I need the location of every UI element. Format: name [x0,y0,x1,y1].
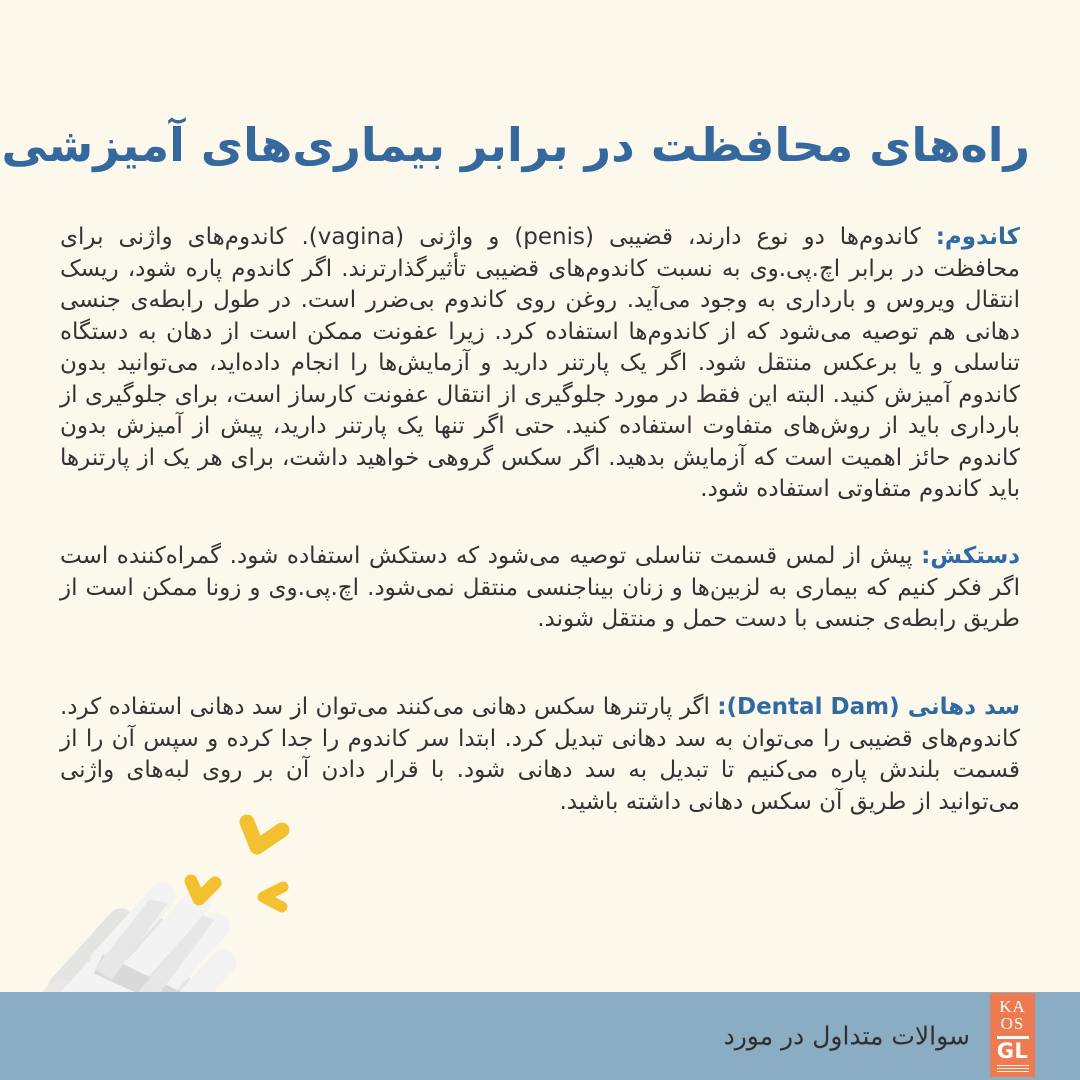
logo-text-ka: KA [999,997,1026,1016]
logo-text-os: OS [1000,1014,1025,1034]
paragraph-condom [60,222,1020,506]
paragraph-dental-dam [60,692,1020,818]
paragraph-glove-lead: دستکش: [921,543,1021,569]
footer-caption: سوالات متداول در مورد [723,1021,970,1051]
paragraph-condom-body: کاندوم‌ها دو نوع دارند، قضیبی (penis) و واژنی (vagina). کاندوم‌های واژنی برای محافظت در برابر اچ.پی.وی به نسبت کاندوم‌های قضیبی تأثیرگذارترند. اگر کاندوم پاره شود، ریسک انتقال ویروس و بارداری به وجود می‌آید. روغن روی کاندوم بی‌ضرر است. در طول رابطه‌ی جنسی دهانی هم توصیه می‌شود که از کاندوم‌ها استفاده کرد. زیرا عفونت ممکن است از دهان به دستگاه تناسلی و یا برعکس منتقل شود. اگر یک پارتنر دارید و آزمایش‌ها را انجام داده‌اید، می‌توانید بدون کاندوم آمیزش کنید. البته این فقط در مورد جلوگیری از انتقال عفونت کارساز است، برای جلوگیری از بارداری باید از روش‌های متفاوت استفاده کنید. حتی اگر تنها یک پارتنر دارید، پیش از آمیزش بدون کاندوم حائز اهمیت است که آزمایش بدهید. اگر سکس گروهی خواهید داشت، برای هر یک از پارتنرها باید کاندوم متفاوتی استفاده شود. [60,224,1020,502]
paragraph-dental-dam-lead: سد دهانی (Dental Dam): [717,694,1021,720]
footer-band [0,992,1080,1080]
paragraph-condom-lead: کاندوم: [935,224,1021,250]
paragraph-glove-body: پیش از لمس قسمت تناسلی توصیه می‌شود که دستکش استفاده شود. گمراه‌کننده است اگر فکر کنیم که بیماری به لزبین‌ها و زنان بیناجنسی منتقل نمی‌شود. اچ.پی.وی و زونا ممکن است از طریق رابطه‌ی جنسی با دست حمل و منتقل شوند. [60,543,1020,632]
page-title: راه‌های محافظت در برابر بیماری‌های آمیزشی [1,118,1030,172]
kaos-gl-logo [990,993,1035,1077]
logo-fineprint [997,1065,1029,1074]
paragraph-glove [60,541,1020,636]
paragraph-dental-dam-body: اگر پارتنرها سکس دهانی می‌کنند می‌توان از سد دهانی استفاده کرد. کاندوم‌های قضیبی را می‌توان به سد دهانی تبدیل کرد. ابتدا سر کاندوم را جدا کرده و سپس آن را از قسمت بلندش پاره می‌کنیم تا تبدیل به سد دهانی شود. با قرار دادن آن بر روی لبه‌های واژنی می‌توانید از طریق آن سکس دهانی داشته باشید. [60,694,1020,815]
logo-text-gl: GL [996,1038,1029,1063]
